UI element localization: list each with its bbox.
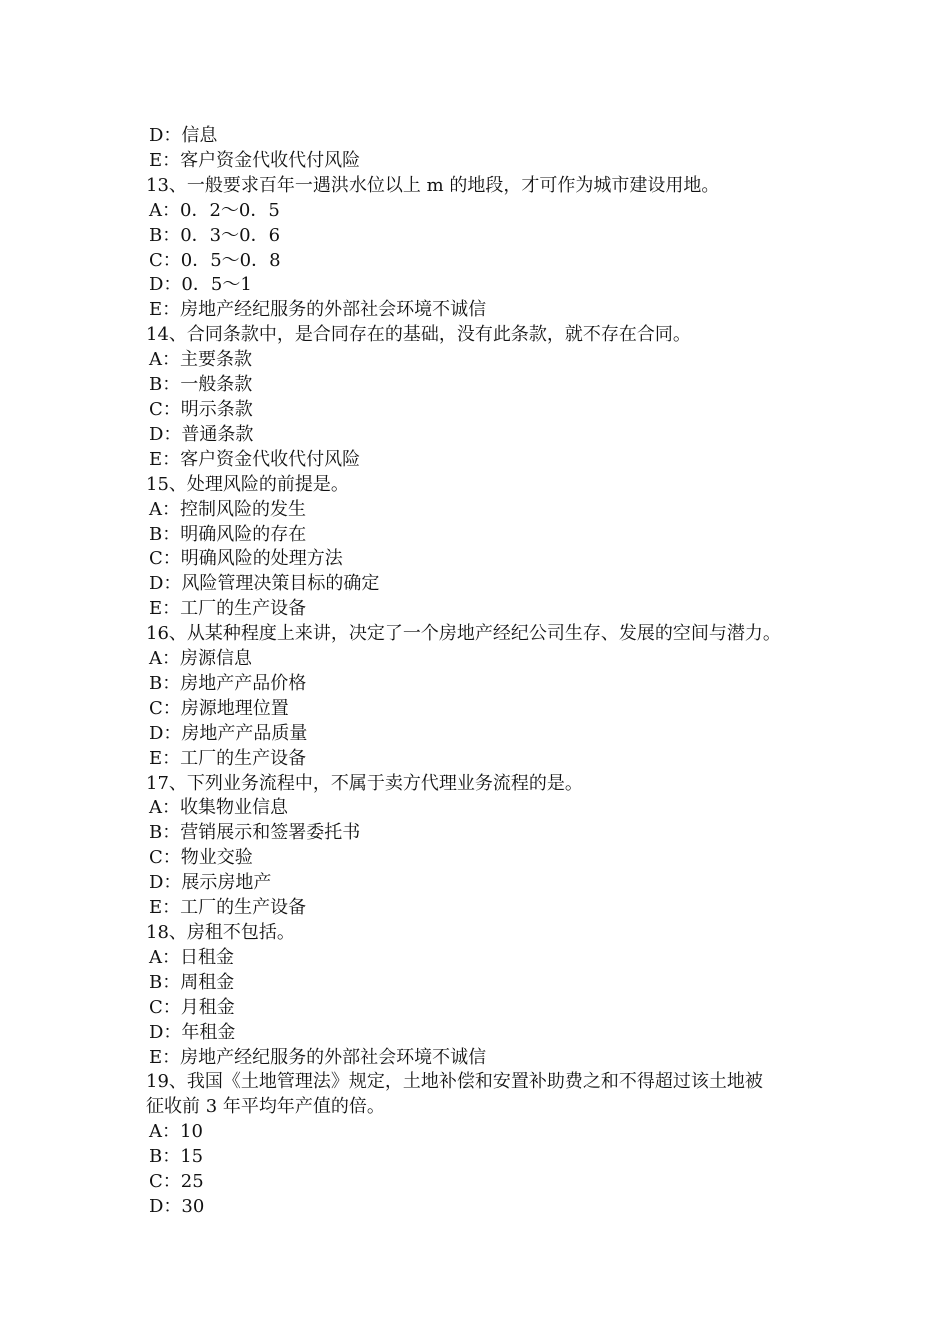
answer-option: C：月租金	[149, 996, 235, 1018]
answer-option: C：房源地理位置	[149, 697, 289, 719]
question-text: 19、我国《土地管理法》规定，土地补偿和安置补助费之和不得超过该土地被	[146, 1071, 763, 1093]
answer-option: D：房地产产品质量	[149, 722, 308, 744]
answer-option: E：房地产经纪服务的外部社会环境不诚信	[149, 1046, 487, 1068]
answer-option: A：控制风险的发生	[149, 498, 306, 520]
answer-option: B：营销展示和签署委托书	[149, 822, 361, 844]
answer-option: B：房地产产品价格	[149, 672, 307, 694]
answer-option: C：0．5～0．8	[149, 249, 281, 271]
question-text: 15、处理风险的前提是。	[146, 473, 349, 495]
answer-option: E：房地产经纪服务的外部社会环境不诚信	[149, 299, 487, 321]
answer-option: E：工厂的生产设备	[149, 897, 307, 919]
answer-option: A：0．2～0．5	[149, 199, 280, 221]
answer-option: E：客户资金代收代付风险	[149, 448, 361, 470]
answer-option: B：一般条款	[149, 374, 253, 396]
answer-option: E：客户资金代收代付风险	[149, 149, 361, 171]
answer-option: D：展示房地产	[149, 872, 272, 894]
answer-option: E：工厂的生产设备	[149, 747, 307, 769]
answer-option: A：10	[149, 1121, 203, 1143]
question-text: 16、从某种程度上来讲，决定了一个房地产经纪公司生存、发展的空间与潜力。	[146, 623, 781, 645]
answer-option: B：周租金	[149, 971, 235, 993]
answer-option: D：信息	[149, 125, 218, 146]
question-text: 14、合同条款中，是合同存在的基础，没有此条款，就不存在合同。	[146, 324, 691, 346]
answer-option: B：明确风险的存在	[149, 523, 307, 545]
answer-option: D：30	[149, 1195, 205, 1217]
answer-option: A：收集物业信息	[149, 797, 288, 819]
question-text: 13、一般要求百年一遇洪水位以上 m 的地段，才可作为城市建设用地。	[146, 174, 720, 196]
answer-option: D：风险管理决策目标的确定	[149, 573, 380, 595]
answer-option: D：普通条款	[149, 423, 254, 445]
answer-option: E：工厂的生产设备	[149, 598, 307, 620]
answer-option: A：房源信息	[149, 648, 252, 670]
answer-option: C：明确风险的处理方法	[149, 548, 343, 570]
answer-option: A：主要条款	[149, 349, 252, 371]
question-text: 征收前 3 年平均年产值的倍。	[146, 1096, 385, 1118]
question-text: 17、下列业务流程中，不属于卖方代理业务流程的是。	[146, 772, 583, 794]
answer-option: C：物业交验	[149, 847, 253, 869]
answer-option: B：0．3～0．6	[149, 224, 281, 246]
question-list	[146, 124, 826, 1220]
answer-option: C：25	[149, 1171, 204, 1193]
answer-option: D：0．5～1	[149, 274, 252, 296]
question-text: 18、房租不包括。	[146, 922, 295, 943]
answer-option: C：明示条款	[149, 398, 253, 420]
answer-option: B：15	[149, 1146, 204, 1168]
answer-option: A：日租金	[149, 946, 234, 968]
answer-option: D：年租金	[149, 1021, 236, 1043]
